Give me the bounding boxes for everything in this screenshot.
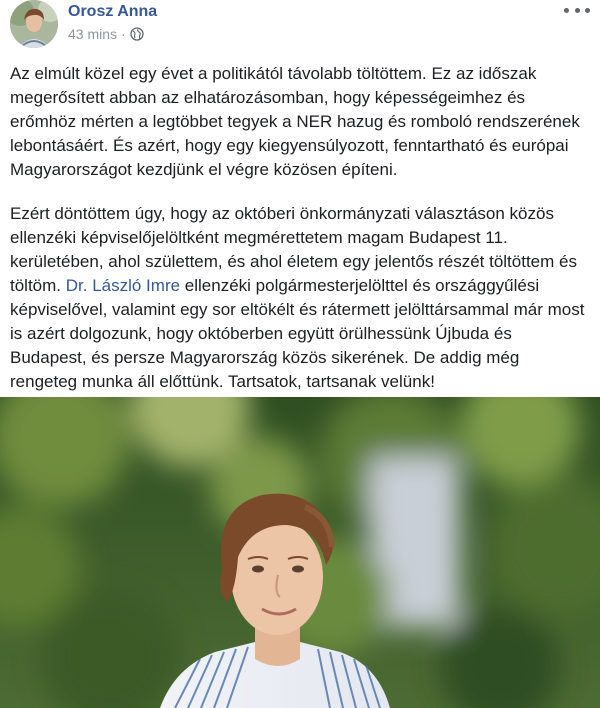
author-name[interactable]: Orosz Anna: [68, 3, 158, 20]
more-dot: [575, 8, 580, 13]
post-paragraph: [10, 202, 590, 394]
post-paragraph: Az elmúlt közel egy évet a politikától távolabb töltöttem. Ez az időszak megerősített abban az elhatározásomban, hogy képességeimhez és erőmhöz mérten a legtöbbet tegyek a NER hazug és romboló rendszerének lebontásáért. És azért, hogy egy kiegyensúlyozott, fenntartható és európai Magyarországot kezdjünk el végre közösen építeni.: [10, 64, 580, 179]
post-photo[interactable]: [0, 397, 600, 708]
meta-separator: ·: [121, 26, 126, 42]
post-body: [10, 62, 590, 414]
mention-link[interactable]: Dr. László Imre: [65, 276, 181, 295]
more-dot: [564, 8, 569, 13]
post-header: [0, 0, 600, 56]
post-timestamp[interactable]: 43 mins: [68, 26, 118, 42]
more-options-icon[interactable]: [564, 2, 590, 18]
post-meta: [68, 26, 144, 42]
avatar-image: [10, 0, 58, 48]
post-text: Ezért döntöttem úgy, hogy az októberi önkormányzati választáson közös ellenzéki képviselőjelöltként megmérettetem magam Budapest 11. kerületében, ahol születtem, és ahol életem egy jelentős részét töltöttem és töltöm.: [10, 204, 577, 295]
author-avatar[interactable]: [10, 0, 58, 48]
globe-icon[interactable]: [130, 27, 144, 41]
post-text: ellenzéki polgármesterjelölttel és országgyűlési képviselővel, valamint egy sor eltökélt és rátermett jelölttársammal már most is azért dolgozunk, hogy októberben együtt örülhessünk Újbuda és Budapest, és persze Magyarország közös sikerének. De addig még rengeteg munka áll előttünk. Tartsatok, tartsanak velünk!: [10, 276, 585, 391]
more-dot: [585, 8, 590, 13]
